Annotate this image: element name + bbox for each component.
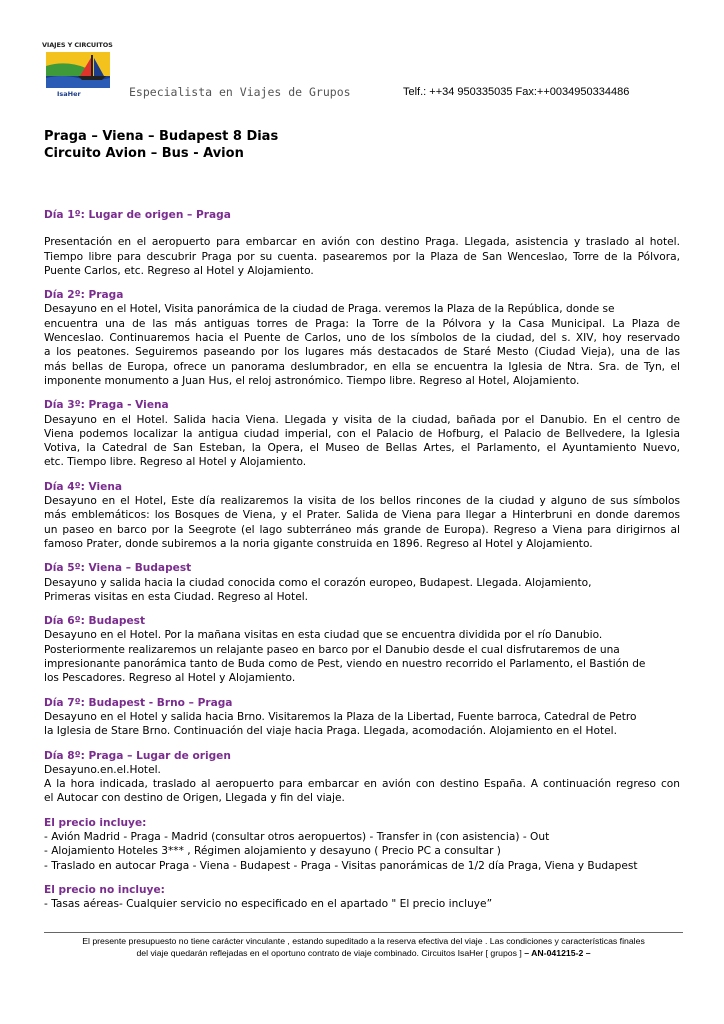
contact-info: Telf.: ++34 950335035 Fax:++0034950334486 xyxy=(403,86,630,98)
footer-line-2-text: del viaje quedarán reflejadas en el oportuno contrato de viaje combinado. Circuitos IsaHer [ grupos ] xyxy=(136,948,525,958)
day-heading: Día 2º: Praga xyxy=(44,289,124,302)
day-text-line: Desayuno.en.el.Hotel. xyxy=(44,763,161,776)
day-text-line: etc. Tiempo libre. Regreso al Hotel y Alojamiento. xyxy=(44,456,307,469)
day-text-line: imponente monumento a Juan Hus, el reloj astronómico. Tiempo libre. Regreso al Hotel, Alojamiento. xyxy=(44,374,580,387)
footer-line-2 xyxy=(44,947,683,959)
day-text-line: famoso Prater, donde subiremos a la noria gigante construida en 1896. Regreso al Hotel y Alojamiento. xyxy=(44,537,593,550)
day-heading: Día 6º: Budapest xyxy=(44,615,146,628)
day-section xyxy=(44,480,680,551)
day-text-line: los Pescadores. Regreso al Hotel y Alojamiento. xyxy=(44,672,296,685)
excludes-item: - Tasas aéreas- Cualquier servicio no especificado en el apartado " El precio incluye” xyxy=(44,898,493,911)
day-text-line: a los peatones. Seguiremos paseando por los lugares más destacados de Staré Mesto (Ciudad Vieja), una de las xyxy=(44,346,680,359)
day-text-line: Desayuno en el Hotel y salida hacia Brno. Visitaremos la Plaza de la Libertad, Fuente barroca, Catedral de Petro xyxy=(44,710,637,723)
day-text-line: Viena podemos localizar la antigua ciudad imperial, con el Palacio de Hofburg, el Palacio de Bellvedere, la Iglesia xyxy=(44,427,680,440)
tagline: Especialista en Viajes de Grupos xyxy=(129,85,351,99)
day-text-line: Tiempo libre para descubrir Praga por su cuenta. pasearemos por la Plaza de San Wenceslao, Torre de la Pólvora, xyxy=(44,250,680,263)
day-heading: Día 5º: Viena – Budapest xyxy=(44,562,192,575)
excludes-section xyxy=(44,883,680,912)
day-section xyxy=(44,561,680,604)
day-text-line: Wenceslao. Continuaremos hacia el Puente de Carlos, uno de los símbolos de la ciudad, del s. XIV, hoy reservado xyxy=(44,332,680,345)
day-text-line: la Iglesia de Stare Brno. Continuación del viaje hacia Praga. Llegada, acomodación. Alojamiento en el Hotel. xyxy=(44,725,617,738)
day-text-line: Primeras visitas en esta Ciudad. Regreso al Hotel. xyxy=(44,590,309,603)
excludes-heading: El precio no incluye: xyxy=(44,883,165,896)
itinerary xyxy=(44,208,680,921)
includes-section xyxy=(44,816,680,873)
logo-graphic xyxy=(46,52,110,88)
day-text-line: el Autocar con destino de Origen, Llegada y fin del viaje. xyxy=(44,792,345,805)
day-text-line: A la hora indicada, traslado al aeropuerto para embarcar en avión con destino España. A continuación regreso con xyxy=(44,778,680,791)
includes-item: - Avión Madrid - Praga - Madrid (consultar otros aeropuertos) - Transfer in (con asistencia) - Out xyxy=(44,830,550,843)
day-text-line: Desayuno en el Hotel, Visita panorámica de la ciudad de Praga. veremos la Plaza de la República, donde se xyxy=(44,303,615,316)
day-heading: Día 3º: Praga - Viena xyxy=(44,399,169,412)
day-text-line: un paseo en barco por la Seegrote (el lago subterráneo más grande de Europa). Regreso a Viena para dirigirnos al xyxy=(44,523,680,536)
footer-line-1: El presente presupuesto no tiene carácter vinculante , estando supeditado a la reserva efectiva del viaje . Las condiciones y características finales xyxy=(82,936,645,946)
day-heading: Día 4º: Viena xyxy=(44,480,123,493)
title-line-2: Circuito Avion – Bus - Avion xyxy=(44,146,244,161)
footer xyxy=(44,935,683,959)
logo-bottom-text: IsaHer xyxy=(57,90,81,98)
company-logo xyxy=(42,41,114,101)
day-text-line: Desayuno en el Hotel. Salida hacia Viena. Llegada y visita de la ciudad, bañada por el Danubio. En el centro de xyxy=(44,413,680,426)
day-text-line: encuentra una de las más antiguas torres de Praga: la Torre de la Pólvora y la Casa Municipal. La Plaza de xyxy=(44,317,680,330)
day-section xyxy=(44,749,680,806)
reference-code: – AN-041215-2 – xyxy=(524,948,591,958)
day-section xyxy=(44,208,680,278)
sailboat-icon xyxy=(46,52,110,88)
day-heading: Día 1º: Lugar de origen – Praga xyxy=(44,209,231,221)
includes-item: - Traslado en autocar Praga - Viena - Budapest - Praga - Visitas panorámicas de 1/2 día Praga, Viena y Budapest xyxy=(44,859,638,872)
logo-top-text: VIAJES Y CIRCUITOS xyxy=(42,41,113,49)
day-text-line: Desayuno en el Hotel, Este día realizaremos la visita de los bellos rincones de la ciudad y alguno de sus símbolos xyxy=(44,495,680,508)
day-text-line: Desayuno en el Hotel. Por la mañana visitas en esta ciudad que se encuentra dividida por el río Danubio. xyxy=(44,629,603,642)
day-heading: Día 7º: Budapest - Brno – Praga xyxy=(44,696,233,709)
title-line-1: Praga – Viena – Budapest 8 Dias xyxy=(44,129,279,144)
day-text-line: Desayuno y salida hacia la ciudad conocida como el corazón europeo, Budapest. Llegada. Alojamiento, xyxy=(44,576,592,589)
day-text-line: más emblemáticos: los Bosques de Viena, y el Prater. Salida de Viena para llegar a Hinterbruni en donde daremos xyxy=(44,509,680,522)
day-text-line: Votiva, la Catedral de San Esteban, la Opera, el Museo de Bellas Artes, el Parlamento, el Ayuntamiento Nuevo, xyxy=(44,442,680,455)
day-section xyxy=(44,398,680,469)
day-section xyxy=(44,614,680,685)
day-text-line: Posteriormente realizaremos un relajante paseo en barco por el Danubio desde el cual disfrutaremos de una xyxy=(44,643,620,656)
document-title xyxy=(44,128,278,162)
includes-item: - Alojamiento Hoteles 3*** , Régimen alojamiento y desayuno ( Precio PC a consultar ) xyxy=(44,845,501,858)
day-text-line: más bellas de Europa, ofrece un panorama deslumbrador, en ella se encuentra la Iglesia de Ntra. Sra. de Tyn, el xyxy=(44,360,680,373)
day-section xyxy=(44,696,680,739)
footer-divider xyxy=(44,932,683,933)
day-section xyxy=(44,288,680,388)
day-text-line: Presentación en el aeropuerto para embarcar en avión con destino Praga. Llegada, asistencia y traslado al hotel. xyxy=(44,236,680,249)
day-text-line: impresionante panorámica tanto de Buda como de Pest, viendo en nuestro recorrido el Parlamento, el Bastión de xyxy=(44,658,646,671)
day-text-line: Puente Carlos, etc. Regreso al Hotel y Alojamiento. xyxy=(44,264,314,277)
day-heading: Día 8º: Praga – Lugar de origen xyxy=(44,749,231,762)
includes-heading: El precio incluye: xyxy=(44,816,147,829)
